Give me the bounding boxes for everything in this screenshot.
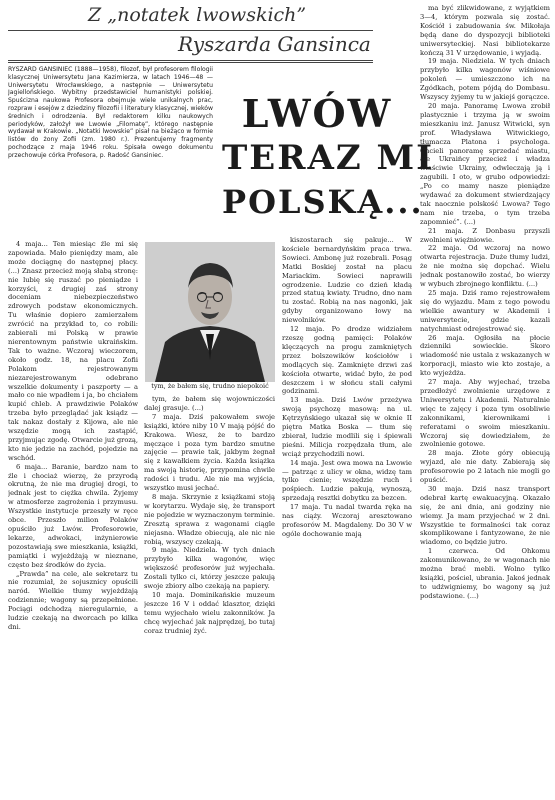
diary-entry: kiszostarach się pakuje... W kościele bernardyńskim praca trwa. Sowieci. Ambonę już rozebrali. Posąg Matki Boskiej został na placu Mariackim. Sowieci naprawili ogrodzenie. Ludzie co dzień kładą przed statuą kwiaty. Trudno, dno nam tu zostać. Robią na nas nagonki, jak gdyby organizowano łowy na niewolników.	[282, 236, 412, 325]
diary-entry: 25 maja. Dziś ramo rejestrowałem się do wyjazdu. Mam z tego powodu wielkie awantury w Akademii i uniwersytecie, gdzie kazali natychmiast odrejestrować się.	[420, 289, 550, 333]
header-rule	[8, 60, 373, 61]
diary-entry: 26 maja. Ogłosiła na płocie dzienniki sowieckie. Skoro wiadomość nie ustala z wskazanych w korporacji, miasto wie kto zostaje, a kto wyjeżdża.	[420, 333, 550, 378]
diary-entry: 1 czerwca. Od Ohkomu zakomunikowano, że w wagonach nie można brać mebli. Wolno tylko książki, pościel, ubrania. Jakoś jednak to udźwigniemy, bo wagony są już podstawione. (...)	[420, 547, 550, 600]
diary-entry: 14 maja. Jest owa mowa na Lwowie — patrząc z ulicy w okna, widzę tam tylko cienie; wszędzie ruch i pośpiech. Ludzie pakują, wynoszą, sprzedają resztki dobytku za bezcen.	[282, 458, 412, 503]
diary-entry: 4 maja... Ten miesiąc źle mi się zapowiada. Mało pieniędzy mam, ale może dociągnę do następnej płacy. (...) Znasz przecież moją słabą stronę: nie lubię się ruszać po pieniądze i korzyści, z drugiej zaś strony doceniam niebezpieczeństwo zdrowych podstaw ekonomicznych. Tu właśnie dopiero zamierzałem zwrócić na przykład to, co robili: zabierali mi Polską w prawie nierentownym państwie ukraińskim. Tak to ważne. Wczoraj wieczorem, około godz. 18, na placu Zofii Polakom rejestrowanym niezarejestrowanym odebrano wszelkie dokumenty i paszporty — a mało co nie wpadłem i ja, bo chciałem kupić chleb. A prawdziwie Polaków trzeba było przeglądać jak ksiądz — tak nakaz dostały z Kijowa, ale nie wszędzie mogą ich zastąpić, przyjmując zgodę. Otwarcie już grozą, kto nie jedzie na zachód, pojedzie na wschód.	[8, 240, 138, 462]
intro-paragraph: RYSZARD GANSINIEC (1888—1958), filozof, był profesorem filologii klasycznej Uniwersytetu Jana Kazimierza, w latach 1946—48 — Uniwersytetu Wrocławskiego, a następnie — Uniwersytetu Jagiellońskiego. Wybitny przedstawiciel humanistyki polskiej. Spuścizna naukowa Profesora obejmuje wiele unikalnych prac, rozpraw i esejów z dziedziny filozofii i literatury klasycznej, wieków średnich i odrodzenia. Był redaktorem kilku naukowych periodyków, założył we Lwowie „Filomatę”, którego następnie wydawał w Krakowie. „Notatki lwowskie” pisał na bieżąco w formie listów do żony Zofii (zm. 1980 r.). Prezentujemy fragmenty pochodzące z maja 1946 roku. Spisała owego dokumentu przechowuje córka Profesora, p. Radość Gansiniec.	[8, 66, 213, 159]
diary-entry: 28 maja. Złote góry obiecują wyjazd, ale nie daty. Zabierają się profesorowie po 2 latach nie mogli go opuścić.	[420, 449, 550, 485]
diary-entry: 22 maja. Od wczoraj na nowo otwarta rejestracja. Duże tłumy ludzi, że nie można się dopchać. Wielu jednak postanowiło zostać, bo wierzy w wybuch zbrojnego konfliktu. (...)	[420, 244, 550, 289]
diary-entry: 9 maja. Niedziela. W tych dniach przybyło kilka wagonów, więc większość profesorów już wyjechała. Zostali tylko ci, którzy jeszcze pakują swoje zbiory albo czekają na papiery.	[144, 546, 275, 591]
headline-line-3: POLSKĄ...	[222, 183, 424, 221]
diary-entry: ma być zlikwidowane, z wyjątkiem 3—4, którym pozwala się zostać. Kościół i zabudowania św. Mikołaja będą dane do dyspozycji biblioteki uniwersyteckiej. Nasi bibliotekarze kończą 31 V urzędowanie, i wyjadą.	[420, 4, 550, 57]
diary-entry: 6 maja... Baranie, bardzo nam to źle i chociaż wierzę, że przyrodą okrutną, że nie ma drugiej drogi, to jednak jest to ciężka chwila. Żyjemy w atmosferze zagrożenia i przymusu. Wszystkie instytucje przeszły w ręce obce. Przeszło milion Polaków opuściło już Lwów. Profesorowie, lekarze, adwokaci, inżynierowie pozostawiają swe mieszkania, książki, pamiątki i wyjeżdżają w nieznane, często bez środków do życia.	[8, 462, 138, 569]
header-rule	[8, 62, 373, 63]
headline-line-1: LWÓW	[241, 91, 393, 136]
headline	[222, 91, 435, 227]
article-column-2	[144, 395, 275, 796]
diary-entry: 20 maja. Panoramę Lwowa zrobił plastycznie i trzyma ją w swoim mieszkaniu inż. Janusz Witwicki, syn prof. Władysława Witwickiego, tłumacza Platona i psychologa. Chcieli panoramę sprzedać miastu, ale Ukraińcy przecież i władza właściwie Ukrainy, odwleczają ją i zagubili. I oto, w grubo odpowiedzi: „Po co mamy nasze pieniądze wydawać za dokument stwierdzający tak naocznie polskość Lwowa? Tego nam nie trzeba, o tym trzeba zapomnieć”. (...)	[420, 101, 550, 226]
diary-entry: 17 maja. Tu nadal twarda ręka na nas ciąży. Wczoraj aresztowano profesorów M. Magdaleny. Do 30 V w ogóle dochowanie mają	[282, 503, 412, 538]
diary-entry: 21 maja. Z Donbasu przyszli zwolnieni więźniowie.	[420, 226, 550, 244]
author-portrait-photo	[145, 242, 275, 382]
headline-line-2: TERAZ MI	[222, 138, 435, 178]
article-column-4	[420, 4, 550, 796]
diary-entry: 12 maja. Po drodze widziałem rzeszę godną pamięci: Polaków klęczących na progu zamkniętych przez bolszewików kościołów i modlących się. Zamknięte drzwi zaś kościoła otwarte, widać było, że pod deszczem i w słońcu stali całymi godzinami.	[282, 325, 412, 396]
diary-entry: 7 maja. Dziś pakowałem swoje książki, które niby 10 V mają pójść do Krakowa. Wiesz, że to bardzo męczące i poza tym bardzo smutne zajęcie — prawie tak, jakbym żegnał się z kawałkiem życia. Każda książka ma swoją historię, przypomina chwile radości i trudu. Ale nie ma wyjścia, wszystko musi jechać.	[144, 412, 275, 493]
rubric-title: Z „notatek lwowskich”	[88, 4, 307, 26]
header-rule	[8, 30, 373, 31]
article-column-1	[8, 240, 138, 796]
diary-entry: 10 maja. Dominikańskie muzeum jeszcze 16 V i oddać klasztor, dzięki temu wyjechało wielu zakonników. Ja chcę wyjechać jak najprędzej, bo tutaj coraz trudniej żyć.	[144, 590, 275, 635]
diary-entry: 19 maja. Niedziela. W tych dniach przybyło kilka wagonów wiśniowe pokoleń — umieszczono ich na Zgódkach, potem pójdą do Dombasu. Wszyscy żyjemy tu w jakiejś gorączce.	[420, 57, 550, 102]
diary-entry: 8 maja. Skrzynie z książkami stoją w korytarzu. Wydaje się, że transport nie pojedzie w wyznaczonym terminie. Zresztą sprawa z wagonami ciągle niejasna. Władze obiecują, ale nic nie robią, wszyscy czekają.	[144, 492, 275, 546]
photo-caption: tym, że bałem się, trudno niepokoić	[151, 382, 269, 390]
diary-entry: tym, że bałem się wojowniczości dalej grasuje. (...)	[144, 395, 275, 412]
diary-entry: 13 maja. Dziś Lwów przeżywa swoją psychozę masową: na ul. Kętrzyńskiego ukazał się w oknie II piętra Matka Boska — tłum się zbierał, ludzie modlili się i śpiewali pieśni. Milicja rozpędzała tłum, ale wciąż przychodzili nowi.	[282, 396, 412, 458]
article-column-3	[282, 236, 412, 796]
diary-entry: 30 maja. Dziś nasz transport odebrał kartę ewakuacyjną. Okazało się, że ani dnia, ani godziny nie wiemy. Ja mam przyjechać w 2 dni. Wszystkie te formalności tak coraz skomplikowane i fantyzowane, że nie wiadomo, co będzie jutro.	[420, 484, 550, 547]
diary-entry: „Prawda” na cele, ale sekretarz tu nie rozumiał, że sojusznicy opuścili naród. Wielkie tłumy wyjeżdżają codziennie; wagony są przepełnione. Pociągi odchodzą nieregularnie, a ludzie czekają na dworcach po kilka dni.	[8, 569, 138, 631]
author-byline: Ryszarda Gansinca	[178, 32, 371, 56]
portrait-image	[145, 242, 275, 382]
diary-entry: 27 maja. Aby wyjechać, trzeba przedłożyć zwolnienie urzędowe z Uniwersytetu i Akademii. Naturalnie więc te zajęcy i poza tym osobliwie zakonnikami, kierownikami i referatami o swoim mieszkaniu. Wczoraj się dowiedziałem, że zwolnienie gotowe.	[420, 378, 550, 449]
